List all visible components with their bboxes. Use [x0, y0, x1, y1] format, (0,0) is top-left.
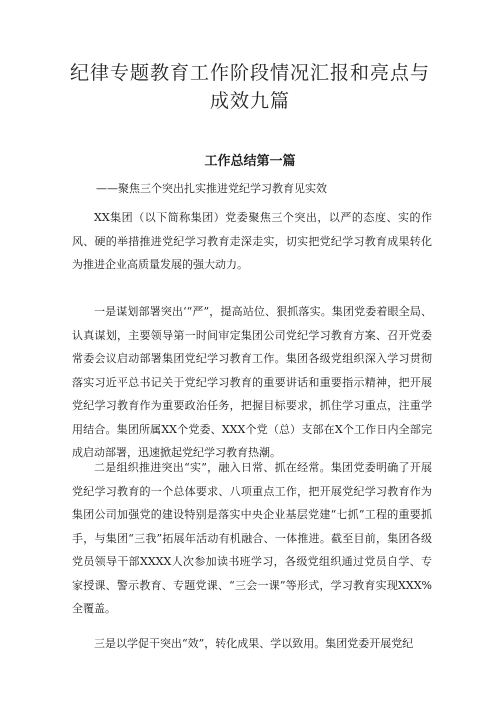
document-title-line-1: 纪律专题教育工作阶段情况汇报和亮点与 [69, 62, 430, 84]
paragraph-intro: XX集团（以下简称集团）党委聚焦三个突出，以严的态度、实的作风、硬的举措推进党纪学习教育走深走实，切实把党纪学习教育成果转化为推进企业高质量发展的强大动力。 [72, 211, 432, 271]
section-subtitle: ——聚焦三个突出扎实推进党纪学习教育见实效 [96, 182, 327, 195]
section-heading: 工作总结第一篇 [204, 154, 296, 169]
paragraph-point-two: 二是组织推进突出“实”，融入日常、抓在经常。集团党委明确了开展党纪学习教育的一个总体要求、八项重点工作，把开展党纪学习教育作为集团公司加强党的建设特别是落实中央企业基层党建“七抓”工程的重要抓手，与集团“三我”拓展年活动有机融合、一体推进。截至目前，集团各级党员领导干部XXXX人次参加读书班学习，各级党组织通过党员自学、专家授课、警示教育、专题党课、“三会一课”等形式，学习教育实现XXX%全覆盖。 [72, 461, 432, 615]
paragraph-point-three: 三是以学促干突出“效”，转化成果、学以致用。集团党委开展党纪 [94, 637, 414, 650]
paragraph-point-one: 一是谋划部署突出‘“严”，提高站位、狠抓落实。集团党委着眼全局、认真谋划，主要领导第一时间审定集团公司党纪学习教育方案、召开党委常委会议启动部署集团党纪学习教育工作。集团各级党组织深入学习贯彻落实习近平总书记关于党纪学习教育的重要讲话和重要指示精神，把开展党纪学习教育作为重要政治任务，把握目标要求，抓住学习重点，注重学用结合。集团所属XX个党委、XXX个党（总）支部在X个工作日内全部完成启动部署，迅速掀起党纪学习教育热潮。 [72, 305, 432, 459]
document-title-line-2: 成效九篇 [209, 90, 290, 112]
